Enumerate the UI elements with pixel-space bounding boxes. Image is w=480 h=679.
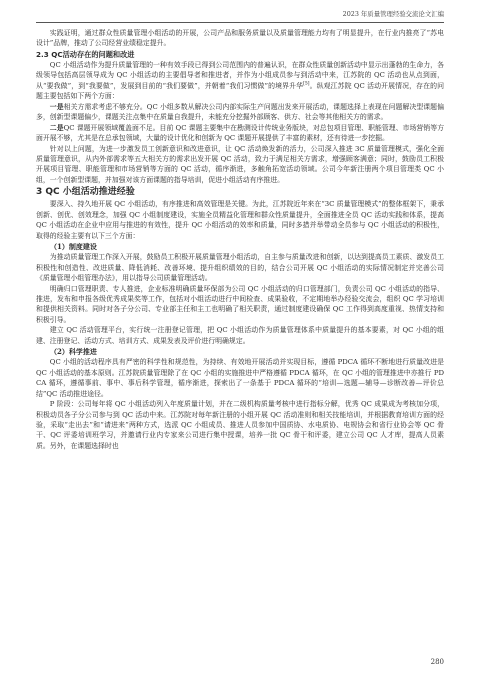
section-heading-2-3: 2.3 QC活动存在的问题和改进 bbox=[36, 49, 135, 59]
paragraph-qc-overview bbox=[36, 60, 444, 102]
paragraph-issue-two bbox=[36, 123, 444, 144]
paragraph-system-3: 建立 QC 活动管理平台，实行统一注册登记管理，把 QC 小组活动作为质量管理体系中质量提升的基本要素，对 QC 小组的组建、注册登记、活动方式、培训方式、成果发表及评价进行明确规定。 bbox=[36, 326, 444, 345]
paragraph-qc-overview-text: QC 小组活动作为提升质量管理的一种有效手段已得到公司范围内的普遍认识，在群众性质量创新活动中显示出蓬勃的生命力，各级领导包括高层领导成为 QC 小组活动的主要倡导者和推进者，并作为小组成员参与到活动中来，江苏院的 QC 活动也从点到面，从“要我做”，到“我要做”，发展到目前的“我们要做”，并朝着“我们习惯做”的境界升华 bbox=[36, 60, 444, 90]
section-heading-3: 3 QC 小组活动推进经验 bbox=[36, 187, 135, 198]
journal-title: 2023 年质量管理经验交流论文汇编 bbox=[342, 10, 444, 18]
paragraph-p-stage: P 阶段：公司每年将 QC 小组活动列入年度质量计划，并在二级机构质量考核中进行指标分解，优秀 QC 成果成为考核加分项，积极动员各子分公司参与到 QC 活动中来。江苏院对每年新注册的小组开展 QC 活动准则和相关技能培训，并根据教育培训方面的经验，采取“走出去”和“请进来”两种方式，选派 QC 小组成员、推进人员参加中国质协、水电质协、电规协会和省行业协会等 QC 骨干、QC 评委培训班学习，并邀请行业内专家来公司进行集中授课，培养一批 QC 骨干和评委，建立公司 QC 人才库，提高人员素质。另外，在课题选择时也 bbox=[36, 400, 444, 450]
page-number: 280 bbox=[430, 658, 444, 666]
article-body bbox=[36, 28, 444, 451]
issue-one-text: 相关方需求考虑不够充分。QC 小组多数从解决公司内部实际生产问题出发来开展活动，课题选择上表现在问题解决型课题偏多，创新型课题偏少，课题关注点集中在质量自我提升，未能充分挖掘外部顾客、供方、社会等其他相关方的需求。 bbox=[36, 102, 444, 122]
paragraph-system-1: 为推动质量管理工作深入开展，鼓励员工积极开展质量管理小组活动，自主参与质量改进和创新，以达到提高员工素质、激发员工积极性和创造性、改进质量、降低消耗、改善环境、提升组织绩效的目的，结合公司开展 QC 小组活动的实际情况制定并完善公司《质量管理小组管理办法》，用以指导公司质量管理活动。 bbox=[36, 253, 444, 283]
paragraph-pdca: QC 小组的活动程序具有严密的科学性和规范性，为持续、有效地开展活动并实现目标，遵循 PDCA 循环不断地进行质量改进是 QC 小组活动的基本原则。江苏院质量管理除了在 QC 小组的实施推进中严格遵循 PDCA 循环，在 QC 小组的管理推进中亦推行 PDCA 循环，遵循事前、事中、事后科学管理，循序渐进，探索出了一条基于 PDCA 循环的“培训—选题—辅导—诊断改善—评价总结”QC 活动推进途径。 bbox=[36, 358, 444, 398]
issue-two-lead: 二是 bbox=[49, 123, 64, 132]
paragraph-experience: 要深入、持久地开展 QC 小组活动，有序推进和高效管理是关键。为此，江苏院近年来在“3C 质量管理模式”的整体框架下，秉承创新、创优、创效理念，加强 QC 小组制度建设，实施全员精益化管理和群众性质量提升，全面推进全员 QC 活动实践和体系，提高 QC 小组活动在企业中应用与推进的有效性，提升 QC 小组活动的效率和质量，同时多措并举带动全员参与 QC 小组活动的积极性，取得的经验主要有以下三个方面： bbox=[36, 200, 444, 240]
paragraph-issue-one bbox=[36, 102, 444, 123]
paragraph-intro: 实践证明，通过群众性质量管理小组活动的开展，公司产品和服务质量以及质量管理能力均有了明显提升，在行业内推亮了“苏电设计”品牌，推动了公司经营业绩稳定提升。 bbox=[36, 29, 444, 48]
citation-ref: [5] bbox=[303, 81, 310, 87]
paragraph-improvements: 针对以上问题，为进一步激发员工创新意识和改进意识，让 QC 活动焕发新的活力，公司深入推进 3C 质量管理模式，强化全面质量管理意识，从内外部需求等五大相关方的需求出发开展 QC 活动，致力于满足相关方需求，增强顾客满意；同时，鼓励员工积极开展项目管理、职能管理和市场营销等方面的 QC 活动，循序渐进，多触角拓宽活动领域。公司今年新注册两个项目管理类 QC 小组，一个创新型课题，并加强对该方面课题的指导培训，促进小组活动有序推进。 bbox=[36, 144, 444, 184]
subheading-system-building: （1）制度建设 bbox=[50, 242, 97, 252]
paragraph-qc-overview-tail: 。纵观江苏院 QC 活动开展情况，存在的问题主要包括如下两个方面： bbox=[36, 81, 444, 101]
running-header bbox=[36, 6, 444, 23]
issue-one-lead: 一是 bbox=[49, 102, 64, 111]
issue-two-text: QC 课题开展领域覆盖面不足。目前 QC 课题主要集中在勘测设计传统业务版块，对总包项目管理、职能管理、市场营销等方面开展不够，尤其是在总承包领域，大量的设计优化和创新为 QC 课题开展提供了丰富的素材，还有待进一步挖掘。 bbox=[36, 123, 444, 143]
paragraph-system-2: 明确归口管理职责、专人推进，企业标准明确质量环保部为公司 QC 小组活动的归口管理部门，负责公司 QC 小组活动的指导、推进，发布和申报各级优秀成果奖等工作，包括对小组活动进行中间检查、成果验收，不定期地举办经验交流会，组织 QC 学习培训和提供相关资料。同时对各子分公司、专业部主任和主工也明确了相关职责，通过制度建设确保 QC 工作得到高度重视、热情支持和积极引导。 bbox=[36, 284, 444, 324]
subheading-scientific-advance: （2）科学推进 bbox=[50, 347, 97, 357]
